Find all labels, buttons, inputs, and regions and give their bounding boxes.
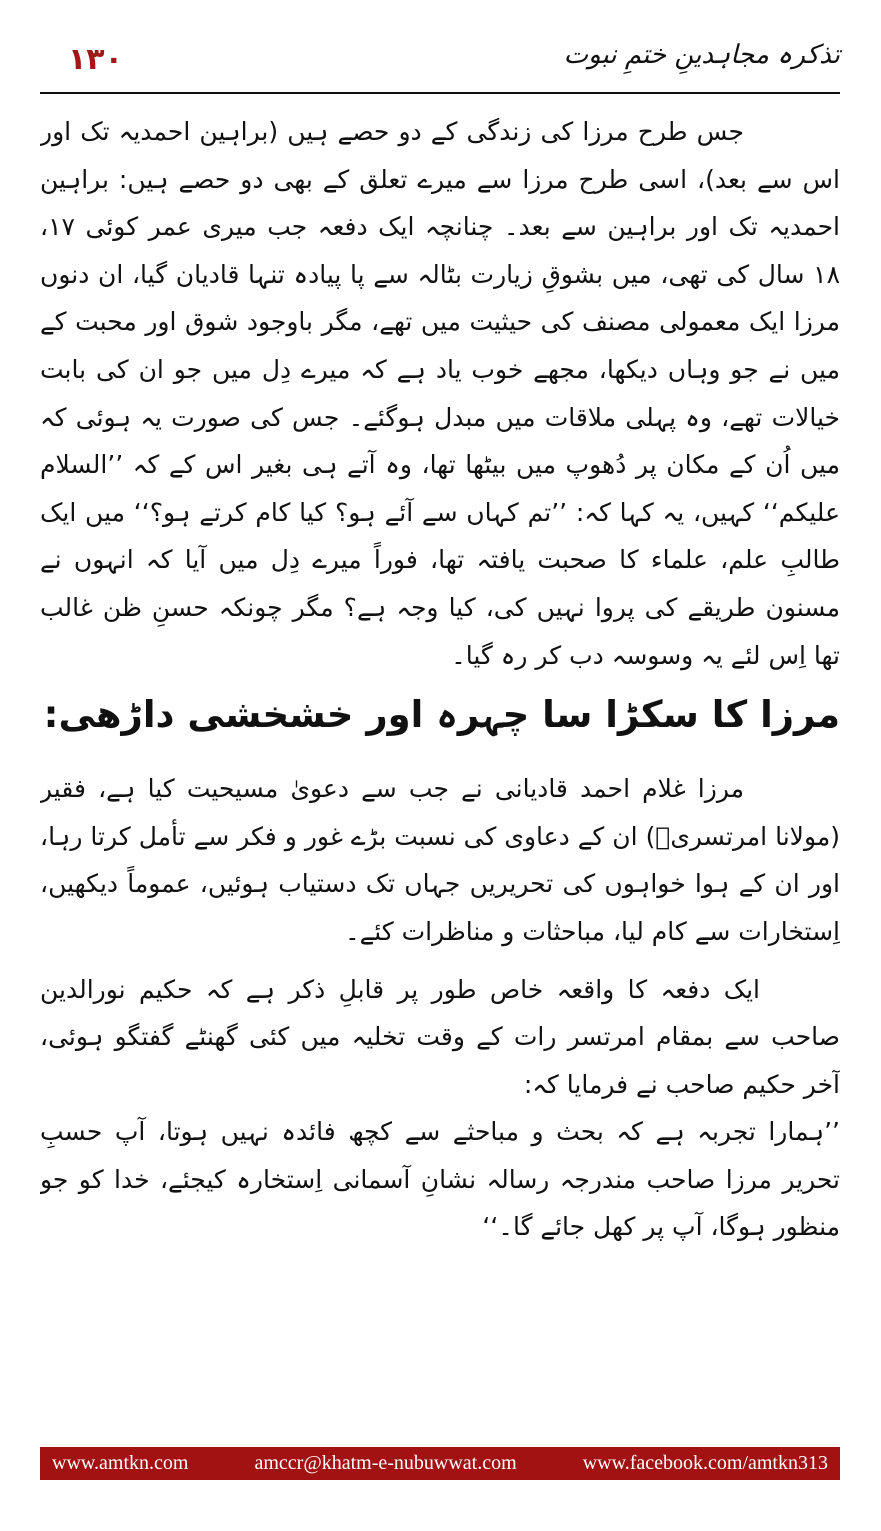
body-paragraph: ایک دفعہ کا واقعہ خاص طور پر قابلِ ذکر ہے کہ حکیم نورالدین صاحب سے بمقام امرتسر رات کے وقت تخلیہ میں کئی گھنٹے گفتگو ہوئی، آخر حکیم صاحب نے فرمایا کہ:	[40, 974, 840, 1099]
book-title: تذکرہ مجاہدینِ ختمِ نبوت	[563, 40, 840, 70]
footer-bar	[40, 1447, 840, 1480]
footer-website-link[interactable]: www.amtkn.com	[52, 1452, 189, 1474]
body-paragraph: جس طرح مرزا کی زندگی کے دو حصے ہیں (براہین احمدیہ تک اور اس سے بعد)، اسی طرح مرزا سے میرے تعلق کے بھی دو حصے ہیں: براہین احمدیہ تک اور براہین سے بعد۔ چنانچہ ایک دفعہ جب میری عمر کوئی ۱۷، ۱۸ سال کی تھی، میں بشوقِ زیارت بٹالہ سے پا پیادہ تنہا قادیان گیا، ان دنوں مرزا ایک معمولی مصنف کی حیثیت میں تھے، مگر باوجود شوق اور محبت کے میں نے جو وہاں دیکھا، مجھے خوب یاد ہے کہ میرے دِل میں جو ان کی بابت خیالات تھے، وہ پہلی ملاقات میں مبدل ہوگئے۔ جس کی صورت یہ ہوئی کہ میں اُن کے مکان پر دُھوپ میں بیٹھا تھا، وہ آتے ہی بغیر اس کے کہ ’’السلام علیکم‘‘ کہیں، یہ کہا کہ: ’’تم کہاں سے آئے ہو؟ کیا کام کرتے ہو؟‘‘ میں ایک طالبِ علم، علماء کا صحبت یافتہ تھا، فوراً میرے دِل میں آیا کہ انہوں نے مسنون طریقے کی پروا نہیں کی، کیا وجہ ہے؟ مگر چونکہ حسنِ ظن غالب تھا اِس لئے یہ وسوسہ دب کر رہ گیا۔	[40, 117, 840, 670]
section-heading: مرزا کا سکڑا سا چہرہ اور خشخشی داڑھی:	[43, 693, 840, 737]
body-paragraph: مرزا غلام احمد قادیانی نے جب سے دعویٰ مسیحیت کیا ہے، فقیر (مولانا امرتسریؒ) ان کے دعاوی کی نسبت بڑے غور و فکر سے تأمل کرتا رہا، اور ان کے ہوا خواہوں کی تحریریں جہاں تک دستیاب ہوئیں، عموماً دیکھیں، اِستخارات سے کام لیا، مباحثات و مناظرات کئے۔	[40, 774, 840, 946]
page-header	[40, 28, 840, 94]
quote-paragraph: ’’ہمارا تجربہ ہے کہ بحث و مباحثے سے کچھ فائدہ نہیں ہوتا، آپ حسبِ تحریر مرزا صاحب مندرجہ رسالہ نشانِ آسمانی اِستخارہ کیجئے، خدا کو جو منظور ہوگا، آپ پر کھل جائے گا۔‘‘	[40, 1117, 840, 1242]
footer-email-link[interactable]: amccr@khatm-e-nubuwwat.com	[254, 1452, 517, 1474]
footer-facebook-link[interactable]: www.facebook.com/amtkn313	[582, 1452, 828, 1474]
page-body	[40, 108, 840, 1433]
page-number: ۱۳۰	[68, 42, 123, 77]
